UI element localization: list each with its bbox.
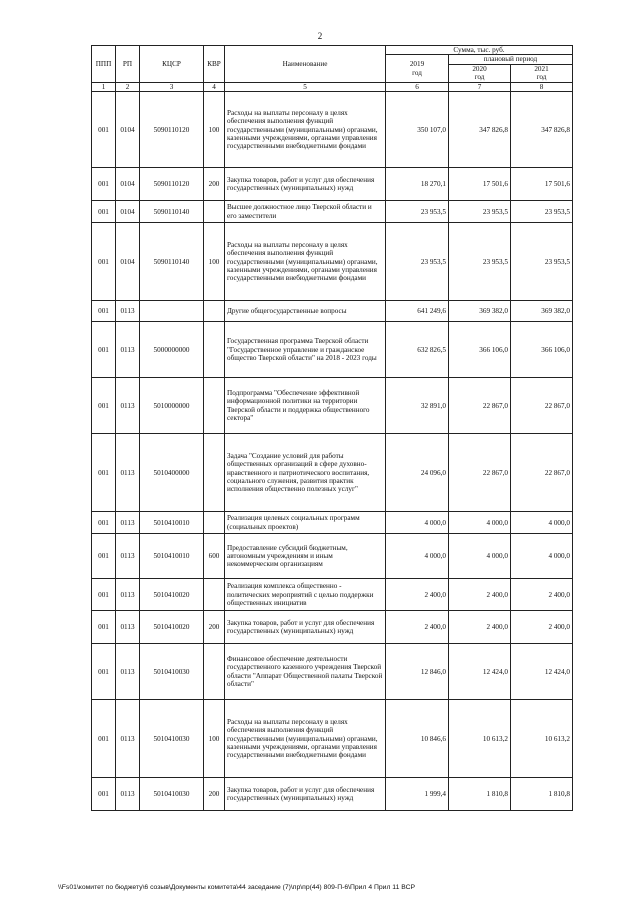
cell-name: Закупка товаров, работ и услуг для обеспечения государственных (муниципальных) нужд	[225, 611, 386, 644]
cell-2020: 347 826,8	[449, 92, 511, 168]
col-number: 7	[449, 82, 511, 91]
cell-kcsr: 5090110120	[140, 92, 204, 168]
table-row	[92, 700, 573, 778]
cell-2021: 347 826,8	[511, 92, 573, 168]
cell-kcsr: 5010410030	[140, 700, 204, 778]
budget-table-body	[92, 92, 573, 811]
cell-2021: 23 953,5	[511, 223, 573, 301]
cell-rp: 0113	[116, 644, 140, 700]
cell-2019: 4 000,0	[386, 534, 449, 579]
cell-2019: 24 096,0	[386, 434, 449, 512]
cell-ppp: 001	[92, 579, 116, 611]
table-row	[92, 168, 573, 201]
col-header-kvr: КВР	[204, 46, 225, 83]
cell-kcsr: 5010410020	[140, 579, 204, 611]
cell-2020: 366 106,0	[449, 322, 511, 378]
cell-2020: 2 400,0	[449, 579, 511, 611]
cell-name: Финансовое обеспечение деятельности государственного казенного учреждения Тверской области "Аппарат Общественной палаты Тверской области"	[225, 644, 386, 700]
table-row	[92, 512, 573, 534]
col-header-sum: Сумма, тыс. руб.	[386, 46, 573, 55]
page-number: 2	[317, 31, 323, 41]
cell-2020: 22 867,0	[449, 434, 511, 512]
cell-ppp: 001	[92, 611, 116, 644]
col-header-kcsr: КЦСР	[140, 46, 204, 83]
cell-rp: 0113	[116, 778, 140, 811]
cell-ppp: 001	[92, 778, 116, 811]
cell-name: Расходы на выплаты персоналу в целях обеспечения выполнения функций государственными (муниципальными) органами, казенными учреждениями, органами управления государственными внебюджетными фондами	[225, 92, 386, 168]
cell-2020: 369 382,0	[449, 301, 511, 322]
table-row	[92, 534, 573, 579]
cell-2019: 641 249,6	[386, 301, 449, 322]
cell-2021: 23 953,5	[511, 201, 573, 223]
cell-ppp: 001	[92, 168, 116, 201]
cell-name: Реализация комплекса общественно - политических мероприятий с целью поддержки общественных инициатив	[225, 579, 386, 611]
cell-rp: 0113	[116, 434, 140, 512]
cell-kcsr: 5010000000	[140, 378, 204, 434]
cell-rp: 0113	[116, 579, 140, 611]
cell-rp: 0113	[116, 378, 140, 434]
cell-rp: 0104	[116, 201, 140, 223]
cell-kvr	[204, 301, 225, 322]
cell-rp: 0104	[116, 223, 140, 301]
col-header-2020-god: год	[474, 73, 485, 82]
col-number: 6	[386, 82, 449, 91]
cell-2020: 4 000,0	[449, 534, 511, 579]
col-number: 3	[140, 82, 204, 91]
cell-2019: 32 891,0	[386, 378, 449, 434]
col-header-2019-god: год	[412, 68, 422, 77]
cell-kcsr: 5010410030	[140, 778, 204, 811]
budget-table	[91, 45, 573, 811]
cell-2019: 2 400,0	[386, 579, 449, 611]
cell-name: Задача "Создание условий для работы общественных организаций в сфере духовно-нравственного и патриотического воспитания, социального служения, развития практик исполнения общественно полезных услуг"	[225, 434, 386, 512]
col-header-planned-period: плановый период	[449, 55, 573, 64]
col-number-row	[92, 82, 573, 91]
cell-2020: 22 867,0	[449, 378, 511, 434]
cell-ppp: 001	[92, 378, 116, 434]
table-row	[92, 778, 573, 811]
table-row	[92, 579, 573, 611]
cell-name: Реализация целевых социальных программ (социальных проектов)	[225, 512, 386, 534]
cell-2021: 2 400,0	[511, 611, 573, 644]
cell-rp: 0104	[116, 92, 140, 168]
table-row	[92, 223, 573, 301]
cell-kvr: 200	[204, 778, 225, 811]
cell-kvr: 200	[204, 168, 225, 201]
col-header-name: Наименование	[225, 46, 386, 83]
col-header-2020	[449, 64, 511, 82]
cell-kcsr: 5010410030	[140, 644, 204, 700]
cell-2020: 4 000,0	[449, 512, 511, 534]
cell-ppp: 001	[92, 223, 116, 301]
table-row	[92, 611, 573, 644]
cell-2020: 10 613,2	[449, 700, 511, 778]
cell-rp: 0104	[116, 168, 140, 201]
file-path-footer: \\Fs01\комитет по бюджету\6 созыв\Документы комитета\44 заседание (7)\пр\пр(44) 809-П-6\Прил 4 Прил 11 ВСР	[58, 884, 416, 891]
cell-name: Высшее должностное лицо Тверской области и его заместители	[225, 201, 386, 223]
cell-kcsr: 5010410010	[140, 534, 204, 579]
cell-rp: 0113	[116, 301, 140, 322]
cell-2019: 10 846,6	[386, 700, 449, 778]
cell-2021: 12 424,0	[511, 644, 573, 700]
col-number: 4	[204, 82, 225, 91]
cell-kvr	[204, 322, 225, 378]
cell-2021: 1 810,8	[511, 778, 573, 811]
col-number: 5	[225, 82, 386, 91]
cell-ppp: 001	[92, 301, 116, 322]
table-row	[92, 378, 573, 434]
table-row	[92, 644, 573, 700]
cell-kcsr	[140, 301, 204, 322]
cell-2021: 2 400,0	[511, 579, 573, 611]
cell-2019: 12 846,0	[386, 644, 449, 700]
cell-2020: 12 424,0	[449, 644, 511, 700]
cell-name: Расходы на выплаты персоналу в целях обеспечения выполнения функций государственными (муниципальными) органами, казенными учреждениями, органами управления государственными внебюджетными фондами	[225, 223, 386, 301]
cell-kvr: 100	[204, 223, 225, 301]
cell-ppp: 001	[92, 434, 116, 512]
col-header-2021	[511, 64, 573, 82]
col-header-2021-year: 2021	[534, 64, 549, 73]
cell-kcsr: 5010400000	[140, 434, 204, 512]
cell-kvr	[204, 378, 225, 434]
cell-2019: 18 270,1	[386, 168, 449, 201]
cell-kvr	[204, 201, 225, 223]
cell-ppp: 001	[92, 644, 116, 700]
cell-2021: 366 106,0	[511, 322, 573, 378]
cell-2019: 2 400,0	[386, 611, 449, 644]
cell-name: Закупка товаров, работ и услуг для обеспечения государственных (муниципальных) нужд	[225, 778, 386, 811]
cell-2021: 4 000,0	[511, 512, 573, 534]
cell-kvr: 600	[204, 534, 225, 579]
cell-ppp: 001	[92, 700, 116, 778]
table-row	[92, 301, 573, 322]
cell-2019: 23 953,5	[386, 201, 449, 223]
cell-name: Подпрограмма "Обеспечение эффективной информационной политики на территории Тверской области и поддержка общественного сектора"	[225, 378, 386, 434]
cell-kvr: 100	[204, 700, 225, 778]
cell-kvr	[204, 644, 225, 700]
col-header-2020-year: 2020	[472, 64, 487, 73]
cell-2021: 4 000,0	[511, 534, 573, 579]
cell-rp: 0113	[116, 700, 140, 778]
col-header-2021-god: год	[536, 73, 547, 82]
cell-ppp: 001	[92, 512, 116, 534]
cell-2020: 17 501,6	[449, 168, 511, 201]
cell-2021: 17 501,6	[511, 168, 573, 201]
cell-2019: 350 107,0	[386, 92, 449, 168]
cell-rp: 0113	[116, 512, 140, 534]
cell-kcsr: 5010410020	[140, 611, 204, 644]
cell-ppp: 001	[92, 201, 116, 223]
cell-kvr	[204, 512, 225, 534]
cell-kcsr: 5000000000	[140, 322, 204, 378]
col-header-ppp: ППП	[92, 46, 116, 83]
cell-kvr: 200	[204, 611, 225, 644]
cell-name: Государственная программа Тверской области "Государственное управление и гражданское общество Тверской области" на 2018 - 2023 годы	[225, 322, 386, 378]
cell-ppp: 001	[92, 322, 116, 378]
cell-2019: 4 000,0	[386, 512, 449, 534]
cell-name: Предоставление субсидий бюджетным, автономным учреждениям и иным некоммерческим организациям	[225, 534, 386, 579]
col-header-2019	[386, 55, 449, 82]
cell-2020: 23 953,5	[449, 223, 511, 301]
cell-kcsr: 5090110140	[140, 223, 204, 301]
cell-name: Другие общегосударственные вопросы	[225, 301, 386, 322]
cell-rp: 0113	[116, 611, 140, 644]
cell-2020: 1 810,8	[449, 778, 511, 811]
cell-2019: 1 999,4	[386, 778, 449, 811]
cell-2020: 23 953,5	[449, 201, 511, 223]
cell-kvr: 100	[204, 92, 225, 168]
col-number: 2	[116, 82, 140, 91]
cell-2021: 369 382,0	[511, 301, 573, 322]
cell-2021: 10 613,2	[511, 700, 573, 778]
cell-2019: 632 826,5	[386, 322, 449, 378]
table-row	[92, 322, 573, 378]
col-number: 8	[511, 82, 573, 91]
cell-ppp: 001	[92, 92, 116, 168]
col-header-2019-year: 2019	[409, 60, 425, 69]
cell-rp: 0113	[116, 322, 140, 378]
cell-name: Расходы на выплаты персоналу в целях обеспечения выполнения функций государственными (муниципальными) органами, казенными учреждениями, органами управления государственными внебюджетными фондами	[225, 700, 386, 778]
table-row	[92, 92, 573, 168]
cell-2020: 2 400,0	[449, 611, 511, 644]
cell-2019: 23 953,5	[386, 223, 449, 301]
cell-2021: 22 867,0	[511, 434, 573, 512]
cell-kvr	[204, 434, 225, 512]
cell-kcsr: 5010410010	[140, 512, 204, 534]
cell-kcsr: 5090110140	[140, 201, 204, 223]
table-row	[92, 201, 573, 223]
cell-kvr	[204, 579, 225, 611]
cell-2021: 22 867,0	[511, 378, 573, 434]
cell-ppp: 001	[92, 534, 116, 579]
table-row	[92, 434, 573, 512]
cell-name: Закупка товаров, работ и услуг для обеспечения государственных (муниципальных) нужд	[225, 168, 386, 201]
col-number: 1	[92, 82, 116, 91]
cell-rp: 0113	[116, 534, 140, 579]
col-header-rp: РП	[116, 46, 140, 83]
cell-kcsr: 5090110120	[140, 168, 204, 201]
